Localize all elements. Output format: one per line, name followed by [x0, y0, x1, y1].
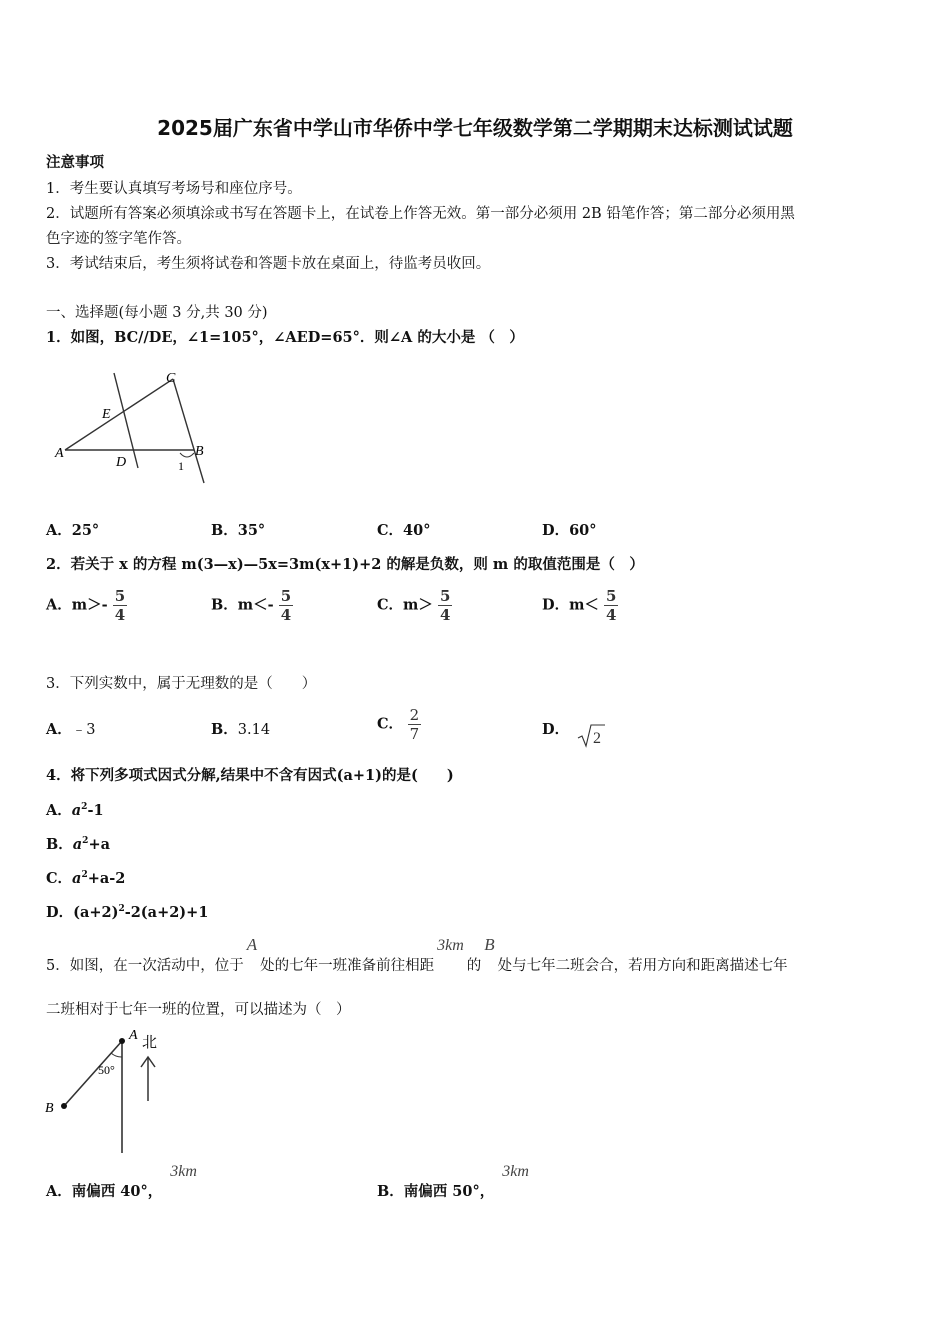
- q4-option-d[interactable]: D．$(a+2)^2-2(a+2)+1$: [46, 904, 209, 921]
- angle-label: 50°: [98, 1063, 115, 1077]
- q2-option-d[interactable]: D．m＜ $\frac{5}{4}$: [542, 587, 617, 624]
- label-a: A: [55, 446, 64, 461]
- question-5-text-line2: 二班相对于七年一班的位置，可以描述为（ ）: [46, 1002, 351, 1018]
- q1-option-a[interactable]: A．25°: [46, 522, 100, 539]
- section-heading: 一、选择题(每小题 3 分,共 30 分): [46, 305, 268, 321]
- q5-option-b[interactable]: B．南偏西 50°，3km: [377, 1163, 529, 1200]
- question-5-text: 5．如图，在一次活动中，位于A处的七年一班准备前往相距3km的B处与七年二班会合，若用方向和距离描述七年: [46, 935, 788, 974]
- question-4-text: 4．将下列多项式因式分解,结果中不含有因式(a+1)的是( ): [46, 767, 454, 784]
- triangle-figure: [50, 365, 220, 490]
- q3-option-c[interactable]: C． $\frac{2}{7}$: [377, 706, 420, 743]
- q2-option-b[interactable]: B．m＜- $\frac{5}{4}$: [211, 587, 292, 624]
- q5-option-a[interactable]: A．南偏西 40°，3km: [46, 1163, 197, 1200]
- direction-figure: [40, 1025, 170, 1157]
- label-b: B: [195, 444, 204, 459]
- question-3-text: 3．下列实数中，属于无理数的是（ ）: [46, 676, 317, 692]
- notice-item: 色字迹的签字笔作答。: [46, 231, 191, 247]
- label-d: D: [116, 455, 127, 470]
- notice-item: 2．试题所有答案必须填涂或书写在答题卡上，在试卷上作答无效。第一部分必须用 2B 铅笔作答；第二部分必须用黑: [46, 206, 795, 222]
- notice-item: 3．考试结束后，考生须将试卷和答题卡放在桌面上，待监考员收回。: [46, 256, 491, 272]
- q3-option-a[interactable]: A．﹣3: [46, 721, 96, 738]
- page-title: 2025届广东省中学山市华侨中学七年级数学第二学期期末达标测试试题: [157, 116, 793, 140]
- q3-option-d[interactable]: D． 2: [542, 718, 606, 748]
- notice-item: 1．考生要认真填写考场号和座位序号。: [46, 181, 302, 197]
- radical-sign: [576, 722, 606, 748]
- label-b: B: [45, 1101, 54, 1116]
- q2-option-a[interactable]: A．m＞- $\frac{5}{4}$: [46, 587, 126, 624]
- svg-text:2: 2: [592, 730, 601, 747]
- q4-option-c[interactable]: C．$a^2+a-2$: [46, 870, 126, 887]
- question-1-text: 1．如图，BC//DE，∠1=105°，∠AED=65°．则∠A 的大小是 （ ）: [46, 329, 524, 346]
- notice-heading: 注意事项: [46, 154, 104, 171]
- q3-option-b[interactable]: B．3.14: [211, 721, 271, 738]
- q4-option-a[interactable]: A．$a^2-1$: [46, 802, 104, 819]
- north-label: 北: [142, 1035, 158, 1051]
- question-2-text: 2．若关于 x 的方程 m(3—x)—5x=3m(x+1)+2 的解是负数，则 m 的取值范围是（ ）: [46, 556, 644, 573]
- q2-option-c[interactable]: C．m＞ $\frac{5}{4}$: [377, 587, 451, 624]
- q1-option-d[interactable]: D．60°: [542, 522, 597, 539]
- label-e: E: [102, 407, 111, 422]
- label-c: C: [166, 371, 176, 386]
- label-angle-1: 1: [178, 459, 184, 473]
- q1-option-b[interactable]: B．35°: [211, 522, 266, 539]
- label-a: A: [129, 1028, 138, 1043]
- q4-option-b[interactable]: B．$a^2+a$: [46, 836, 110, 853]
- q1-option-c[interactable]: C．40°: [377, 522, 431, 539]
